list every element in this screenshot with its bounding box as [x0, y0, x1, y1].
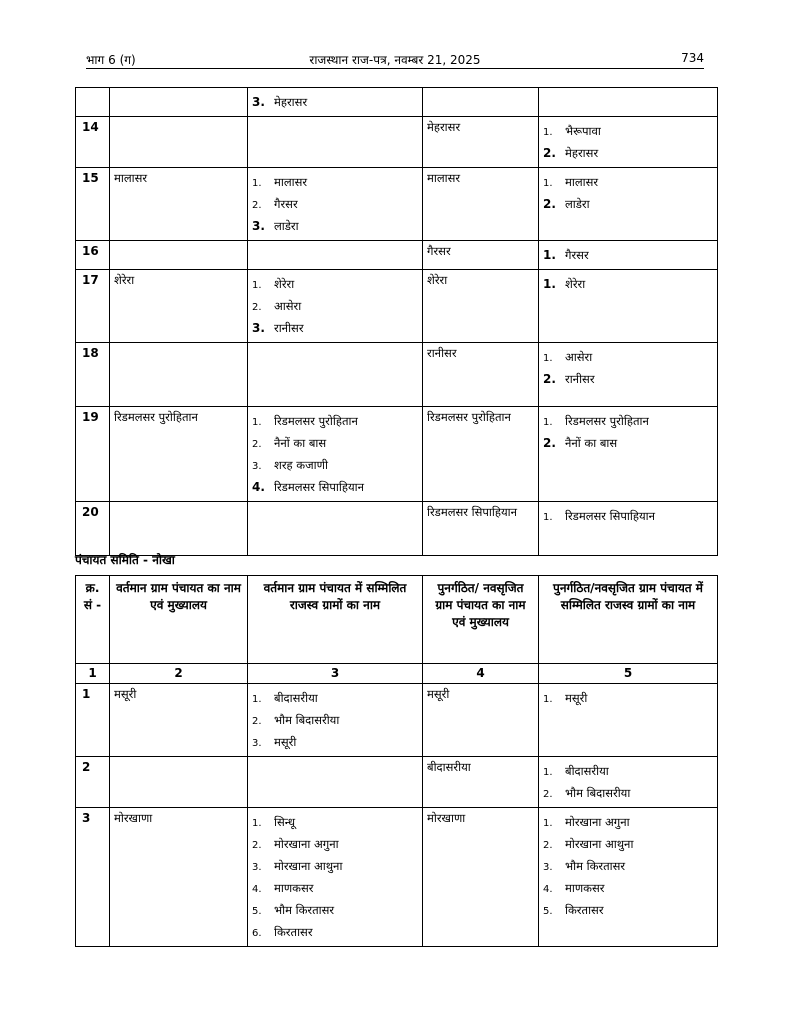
- serial-number: 15: [76, 168, 110, 241]
- village-name: मेहरासर: [565, 146, 599, 160]
- serial-number: 17: [76, 270, 110, 343]
- village-name: रानीसर: [565, 372, 595, 386]
- section-title: पंचायत समिति - नोखा: [75, 553, 175, 567]
- table-row: [76, 270, 718, 343]
- item-number: 2.: [543, 789, 553, 800]
- village-name: लाडेरा: [274, 219, 299, 233]
- current-villages: [248, 407, 423, 502]
- list-item: [252, 731, 418, 753]
- village-name: गैरसर: [274, 197, 298, 211]
- serial-number: 3: [76, 808, 110, 947]
- header-current-villages: वर्तमान ग्राम पंचायत में सम्मिलित राजस्व ग्रामों का नाम: [248, 576, 423, 664]
- new-villages: [539, 808, 718, 947]
- list-item: [543, 687, 713, 709]
- village-name: मोरखाना आथुना: [565, 837, 634, 851]
- village-name: रानीसर: [274, 321, 304, 335]
- item-number: 1.: [543, 694, 553, 705]
- current-gp-name: [110, 757, 248, 808]
- new-villages: [539, 684, 718, 757]
- current-gp-name: [110, 343, 248, 407]
- list-item: [543, 505, 713, 527]
- village-name: बीदासरीया: [274, 691, 318, 705]
- page-number: 734: [681, 51, 704, 65]
- item-number: 2.: [543, 146, 556, 160]
- current-gp-name: [110, 241, 248, 270]
- list-item: [543, 244, 713, 266]
- village-name: रिडमलसर पुरोहितान: [274, 414, 358, 428]
- table-row: [76, 88, 718, 117]
- current-villages: [248, 808, 423, 947]
- list-item: [252, 317, 418, 339]
- current-villages: [248, 168, 423, 241]
- current-villages: [248, 684, 423, 757]
- new-gp-name: रानीसर: [423, 343, 539, 407]
- village-name: किरतासर: [274, 925, 313, 939]
- list-item: [543, 782, 713, 804]
- serial-number: [76, 88, 110, 117]
- list-item: [543, 760, 713, 782]
- village-name: भौम बिदासरीया: [565, 786, 631, 800]
- list-item: [543, 833, 713, 855]
- serial-number: 19: [76, 407, 110, 502]
- header-current-gp: वर्तमान ग्राम पंचायत का नाम एवं मुख्यालय: [110, 576, 248, 664]
- col-number: 2: [110, 664, 248, 684]
- current-gp-name: [110, 502, 248, 556]
- new-gp-name: [423, 88, 539, 117]
- item-number: 3.: [252, 321, 265, 335]
- list-item: [543, 811, 713, 833]
- item-number: 4.: [543, 884, 553, 895]
- current-villages: [248, 502, 423, 556]
- serial-number: 1: [76, 684, 110, 757]
- new-villages: [539, 117, 718, 168]
- list-item: [252, 899, 418, 921]
- serial-number: 2: [76, 757, 110, 808]
- serial-number: 16: [76, 241, 110, 270]
- table-row: [76, 502, 718, 556]
- village-name: बीदासरीया: [565, 764, 609, 778]
- item-number: 1.: [252, 694, 262, 705]
- list-item: [252, 476, 418, 498]
- panchayat-table-continued: [75, 87, 718, 556]
- page-header: [86, 50, 704, 69]
- list-item: [543, 193, 713, 215]
- table-row: [76, 343, 718, 407]
- new-gp-name: रिडमलसर पुरोहितान: [423, 407, 539, 502]
- list-item: [543, 120, 713, 142]
- village-name: मसूरी: [274, 735, 297, 749]
- gazette-title: राजस्थान राज-पत्र, नवम्बर 21, 2025: [309, 53, 481, 67]
- list-item: [543, 346, 713, 368]
- new-villages: [539, 757, 718, 808]
- village-name: भैरूपावा: [565, 124, 601, 138]
- list-item: [252, 273, 418, 295]
- new-villages: [539, 502, 718, 556]
- item-number: 3.: [252, 738, 262, 749]
- header-new-villages: पुनर्गठित/नवसृजित ग्राम पंचायत में सम्मिलित राजस्व ग्रामों का नाम: [539, 576, 718, 664]
- list-item: [252, 215, 418, 237]
- item-number: 4.: [252, 884, 262, 895]
- list-item: [252, 687, 418, 709]
- serial-number: 18: [76, 343, 110, 407]
- item-number: 2.: [543, 840, 553, 851]
- list-item: [252, 410, 418, 432]
- village-name: रिडमलसर सिपाहियान: [274, 480, 365, 494]
- table-row: [76, 684, 718, 757]
- header-serial: क्र. सं -: [76, 576, 110, 664]
- list-item: [252, 877, 418, 899]
- current-villages: [248, 757, 423, 808]
- list-item: [543, 171, 713, 193]
- list-item: [252, 833, 418, 855]
- item-number: 1.: [252, 417, 262, 428]
- item-number: 3.: [252, 219, 265, 233]
- item-number: 5.: [252, 906, 262, 917]
- item-number: 3.: [252, 461, 262, 472]
- current-gp-name: शेरेरा: [110, 270, 248, 343]
- item-number: 1.: [543, 127, 553, 138]
- gazette-part: भाग 6 (ग): [86, 53, 136, 67]
- village-name: मसूरी: [565, 691, 588, 705]
- table-row: [76, 757, 718, 808]
- serial-number: 20: [76, 502, 110, 556]
- list-item: [252, 921, 418, 943]
- item-number: 1.: [252, 178, 262, 189]
- village-name: आसेरा: [274, 299, 302, 313]
- item-number: 3.: [543, 862, 553, 873]
- current-gp-name: मसूरी: [110, 684, 248, 757]
- village-name: भौम बिदासरीया: [274, 713, 340, 727]
- new-gp-name: बीदासरीया: [423, 757, 539, 808]
- item-number: 1.: [543, 417, 553, 428]
- current-gp-name: रिडमलसर पुरोहितान: [110, 407, 248, 502]
- item-number: 2.: [252, 200, 262, 211]
- village-name: मोरखाना आथुना: [274, 859, 343, 873]
- item-number: 2.: [252, 439, 262, 450]
- table-row: [76, 808, 718, 947]
- current-villages: [248, 343, 423, 407]
- item-number: 4.: [252, 480, 265, 494]
- item-number: 2.: [543, 197, 556, 211]
- item-number: 1.: [543, 818, 553, 829]
- list-item: [543, 142, 713, 164]
- new-villages: [539, 241, 718, 270]
- header-row: [76, 576, 718, 664]
- item-number: 1.: [543, 512, 553, 523]
- item-number: 2.: [543, 436, 556, 450]
- new-gp-name: मेहरासर: [423, 117, 539, 168]
- column-number-row: [76, 664, 718, 684]
- list-item: [543, 899, 713, 921]
- list-item: [543, 410, 713, 432]
- item-number: 3.: [252, 862, 262, 873]
- village-name: मोरखाना अगुना: [274, 837, 339, 851]
- new-gp-name: मोरखाणा: [423, 808, 539, 947]
- item-number: 3.: [252, 95, 265, 109]
- list-item: [543, 368, 713, 390]
- current-villages: [248, 117, 423, 168]
- village-name: रिडमलसर सिपाहियान: [565, 509, 656, 523]
- new-gp-name: शेरेरा: [423, 270, 539, 343]
- village-name: माणकसर: [274, 881, 314, 895]
- item-number: 1.: [252, 818, 262, 829]
- item-number: 1.: [543, 248, 556, 262]
- village-name: सिन्धू: [274, 815, 296, 829]
- village-name: शेरेरा: [274, 277, 295, 291]
- list-item: [252, 432, 418, 454]
- village-name: नैनों का बास: [274, 436, 327, 450]
- col-number: 3: [248, 664, 423, 684]
- current-gp-name: [110, 117, 248, 168]
- list-item: [543, 855, 713, 877]
- item-number: 1.: [543, 353, 553, 364]
- col-number: 5: [539, 664, 718, 684]
- village-name: गैरसर: [565, 248, 589, 262]
- list-item: [543, 877, 713, 899]
- item-number: 1.: [252, 280, 262, 291]
- village-name: मेहरासर: [274, 95, 308, 109]
- current-villages: [248, 241, 423, 270]
- village-name: शेरेरा: [565, 277, 586, 291]
- list-item: [543, 273, 713, 295]
- item-number: 2.: [543, 372, 556, 386]
- new-villages: [539, 168, 718, 241]
- list-item: [252, 91, 418, 113]
- village-name: माणकसर: [565, 881, 605, 895]
- new-villages: [539, 407, 718, 502]
- item-number: 1.: [543, 767, 553, 778]
- list-item: [252, 454, 418, 476]
- village-name: मालासर: [274, 175, 308, 189]
- table-row: [76, 241, 718, 270]
- table-row: [76, 117, 718, 168]
- new-gp-name: रिडमलसर सिपाहियान: [423, 502, 539, 556]
- serial-number: 14: [76, 117, 110, 168]
- current-gp-name: [110, 88, 248, 117]
- new-gp-name: गैरसर: [423, 241, 539, 270]
- new-villages: [539, 270, 718, 343]
- new-gp-name: मालासर: [423, 168, 539, 241]
- panchayat-table-nokha: [75, 575, 718, 947]
- village-name: मालासर: [565, 175, 599, 189]
- item-number: 1.: [543, 277, 556, 291]
- current-villages: [248, 88, 423, 117]
- village-name: किरतासर: [565, 903, 604, 917]
- item-number: 6.: [252, 928, 262, 939]
- list-item: [252, 709, 418, 731]
- village-name: भौम किरतासर: [274, 903, 335, 917]
- item-number: 5.: [543, 906, 553, 917]
- new-gp-name: मसूरी: [423, 684, 539, 757]
- new-villages: [539, 88, 718, 117]
- list-item: [252, 193, 418, 215]
- col-number: 4: [423, 664, 539, 684]
- village-name: मोरखाना अगुना: [565, 815, 630, 829]
- header-new-gp: पुनर्गठित/ नवसृजित ग्राम पंचायत का नाम एवं मुख्यालय: [423, 576, 539, 664]
- list-item: [543, 432, 713, 454]
- list-item: [252, 295, 418, 317]
- village-name: नैनों का बास: [565, 436, 618, 450]
- village-name: भौम किरतासर: [565, 859, 626, 873]
- village-name: रिडमलसर पुरोहितान: [565, 414, 649, 428]
- table-row: [76, 168, 718, 241]
- list-item: [252, 855, 418, 877]
- current-gp-name: मोरखाणा: [110, 808, 248, 947]
- item-number: 1.: [543, 178, 553, 189]
- village-name: आसेरा: [565, 350, 593, 364]
- col-number: 1: [76, 664, 110, 684]
- current-villages: [248, 270, 423, 343]
- village-name: शरह कजाणी: [274, 458, 328, 472]
- item-number: 2.: [252, 716, 262, 727]
- list-item: [252, 811, 418, 833]
- item-number: 2.: [252, 302, 262, 313]
- list-item: [252, 171, 418, 193]
- current-gp-name: मालासर: [110, 168, 248, 241]
- table-row: [76, 407, 718, 502]
- new-villages: [539, 343, 718, 407]
- item-number: 2.: [252, 840, 262, 851]
- village-name: लाडेरा: [565, 197, 590, 211]
